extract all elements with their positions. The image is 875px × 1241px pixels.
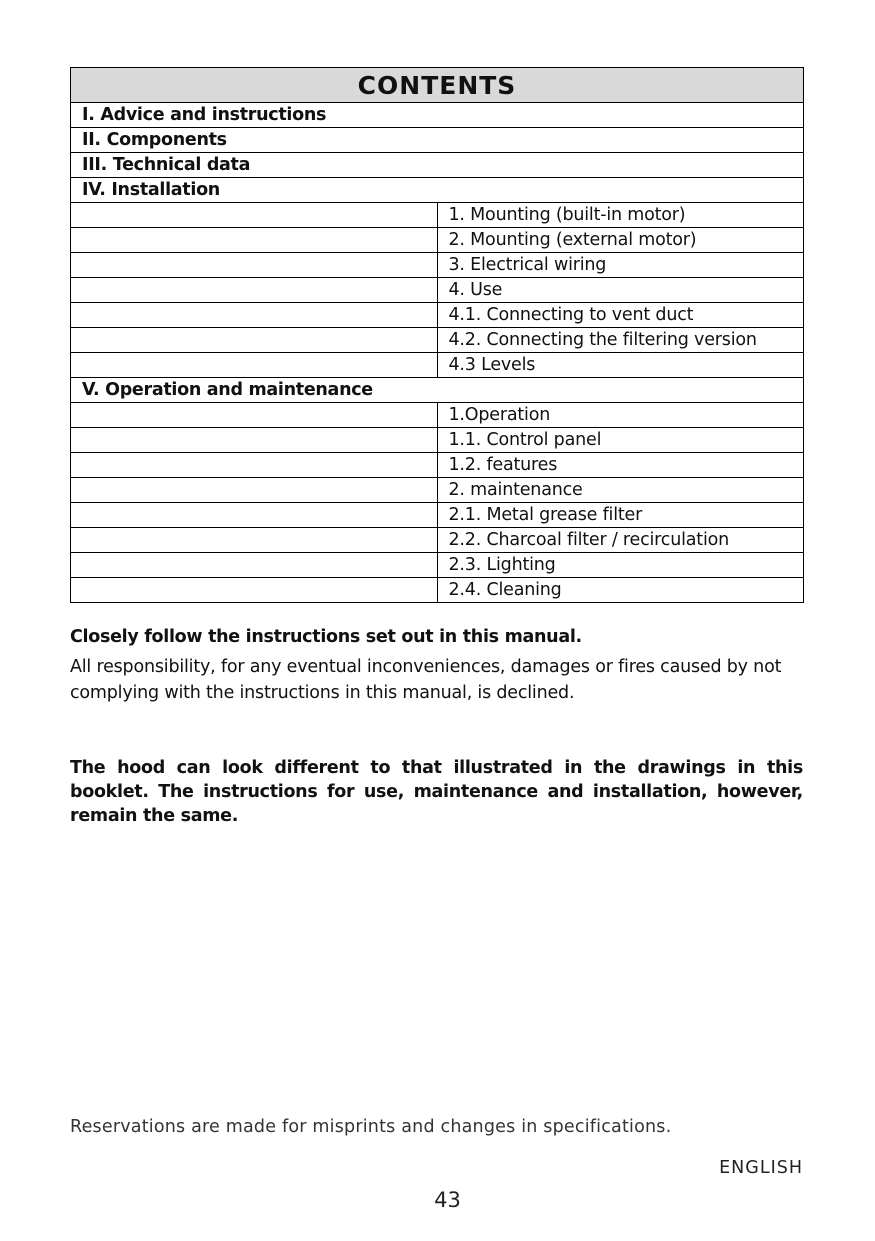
toc-subitem-label: 1.2. features bbox=[437, 453, 804, 478]
toc-indent-cell bbox=[71, 453, 438, 478]
toc-indent-cell bbox=[71, 478, 438, 503]
toc-subitem-row bbox=[71, 303, 804, 328]
toc-subitem-label: 2.2. Charcoal filter / recirculation bbox=[437, 528, 804, 553]
toc-indent-cell bbox=[71, 578, 438, 603]
toc-subitem-label: 4.1. Connecting to vent duct bbox=[437, 303, 804, 328]
toc-subitem-label: 1.Operation bbox=[437, 403, 804, 428]
toc-section-row bbox=[71, 128, 804, 153]
toc-subitem-label: 4.3 Levels bbox=[437, 353, 804, 378]
toc-subitem-label: 1. Mounting (built-in motor) bbox=[437, 203, 804, 228]
toc-indent-cell bbox=[71, 428, 438, 453]
toc-indent-cell bbox=[71, 403, 438, 428]
toc-section-row bbox=[71, 378, 804, 403]
toc-indent-cell bbox=[71, 503, 438, 528]
toc-indent-cell bbox=[71, 528, 438, 553]
toc-subitem-row bbox=[71, 578, 804, 603]
toc-subitem-row bbox=[71, 553, 804, 578]
toc-subitem-row bbox=[71, 253, 804, 278]
toc-subitem-row bbox=[71, 328, 804, 353]
toc-section-label: IV. Installation bbox=[71, 178, 804, 203]
toc-indent-cell bbox=[71, 553, 438, 578]
appearance-note: The hood can look different to that illustrated in the drawings in this booklet. The instructions for use, maintenance and installation, however, remain the same. bbox=[70, 758, 803, 826]
toc-subitem-label: 1.1. Control panel bbox=[437, 428, 804, 453]
contents-title: CONTENTS bbox=[71, 68, 804, 103]
toc-subitem-row bbox=[71, 228, 804, 253]
toc-section-row bbox=[71, 178, 804, 203]
toc-subitem-label: 4.2. Connecting the filtering version bbox=[437, 328, 804, 353]
toc-section-label: III. Technical data bbox=[71, 153, 804, 178]
toc-subitem-row bbox=[71, 428, 804, 453]
toc-section-label: V. Operation and maintenance bbox=[71, 378, 804, 403]
toc-indent-cell bbox=[71, 253, 438, 278]
toc-subitem-row bbox=[71, 203, 804, 228]
language-label: ENGLISH bbox=[719, 1158, 803, 1178]
toc-indent-cell bbox=[71, 303, 438, 328]
toc-subitem-row bbox=[71, 453, 804, 478]
toc-subitem-label: 2. Mounting (external motor) bbox=[437, 228, 804, 253]
toc-subitem-row bbox=[71, 403, 804, 428]
toc-subitem-row bbox=[71, 278, 804, 303]
reservations-note: Reservations are made for misprints and changes in specifications. bbox=[70, 1117, 672, 1137]
toc-indent-cell bbox=[71, 328, 438, 353]
warning-title: Closely follow the instructions set out in this manual. bbox=[70, 627, 582, 647]
toc-section-label: I. Advice and instructions bbox=[71, 103, 804, 128]
contents-title-row bbox=[71, 68, 804, 103]
toc-subitem-row bbox=[71, 528, 804, 553]
toc-section-label: II. Components bbox=[71, 128, 804, 153]
toc-subitem-label: 2.3. Lighting bbox=[437, 553, 804, 578]
toc-indent-cell bbox=[71, 228, 438, 253]
toc-section-row bbox=[71, 103, 804, 128]
toc-subitem-row bbox=[71, 478, 804, 503]
toc-subitem-row bbox=[71, 503, 804, 528]
toc-subitem-row bbox=[71, 353, 804, 378]
toc-subitem-label: 4. Use bbox=[437, 278, 804, 303]
warning-text: All responsibility, for any eventual inconveniences, damages or fires caused by not complying with the instructions in this manual, is declined. bbox=[70, 657, 782, 703]
toc-indent-cell bbox=[71, 278, 438, 303]
contents-table-body bbox=[71, 68, 804, 603]
toc-section-row bbox=[71, 153, 804, 178]
toc-indent-cell bbox=[71, 203, 438, 228]
toc-subitem-label: 2.4. Cleaning bbox=[437, 578, 804, 603]
toc-indent-cell bbox=[71, 353, 438, 378]
toc-subitem-label: 2.1. Metal grease filter bbox=[437, 503, 804, 528]
toc-subitem-label: 2. maintenance bbox=[437, 478, 804, 503]
page-number: 43 bbox=[434, 1188, 461, 1212]
toc-subitem-label: 3. Electrical wiring bbox=[437, 253, 804, 278]
contents-table bbox=[70, 67, 804, 603]
